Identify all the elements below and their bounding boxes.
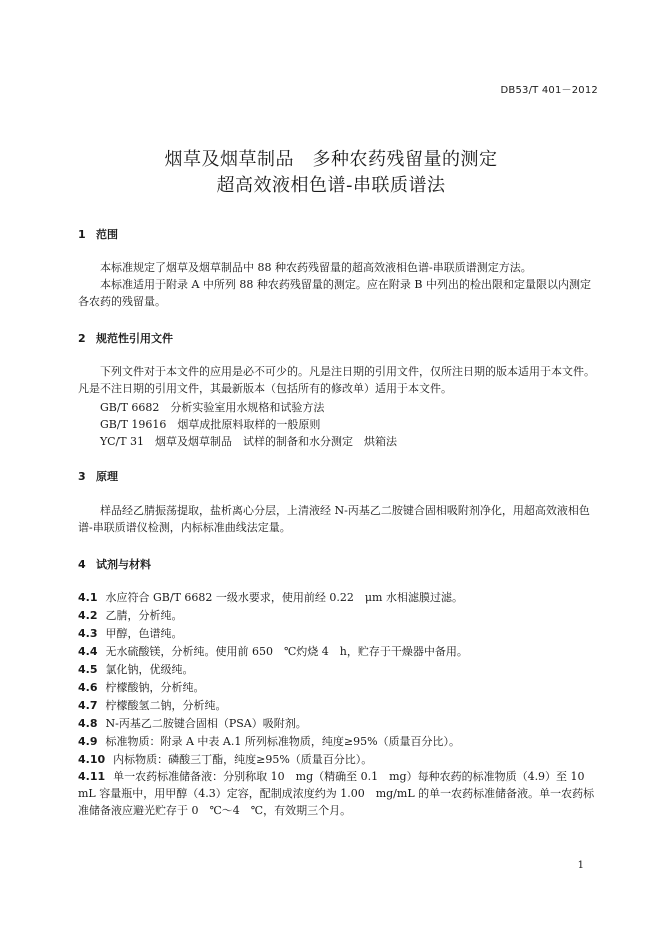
section-1-para-1: 本标准规定了烟草及烟草制品中 88 种农药残留量的超高效液相色谱-串联质谱测定方法。 xyxy=(100,261,532,274)
section-1-heading xyxy=(78,226,118,242)
item-number: 4.4 xyxy=(78,645,98,658)
item-number: 4.10 xyxy=(78,753,106,766)
list-item xyxy=(78,768,598,819)
item-number: 4.3 xyxy=(78,627,98,640)
section-number: 3 xyxy=(78,470,86,483)
section-title: 试剂与材料 xyxy=(96,558,151,571)
list-item xyxy=(78,643,468,659)
section-4-heading xyxy=(78,556,151,572)
item-text: N-丙基乙二胺键合固相（PSA）吸附剂。 xyxy=(105,717,307,730)
section-title: 规范性引用文件 xyxy=(96,332,173,345)
section-2-heading xyxy=(78,330,173,346)
section-number: 2 xyxy=(78,332,86,345)
list-item xyxy=(78,625,183,641)
item-number: 4.2 xyxy=(78,609,98,622)
ref-item: YC/T 31 烟草及烟草制品 试样的制备和水分测定 烘箱法 xyxy=(100,435,398,448)
section-3-para-1: 样品经乙腈振荡提取，盐析离心分层，上清液经 N-丙基乙二胺键合固相吸附剂净化，用超高效液相色谱-串联质谱仪检测，内标标准曲线法定量。 xyxy=(78,504,590,534)
item-number: 4.1 xyxy=(78,591,98,604)
list-item xyxy=(78,697,227,713)
item-number: 4.11 xyxy=(78,770,106,783)
section-1-para-2: 本标准适用于附录 A 中所列 88 种农药残留量的测定。应在附录 B 中列出的检出限和定量限以内测定各农药的残留量。 xyxy=(78,278,592,308)
list-item xyxy=(78,661,194,677)
item-number: 4.7 xyxy=(78,699,98,712)
section-2-para-1: 下列文件对于本文件的应用是必不可少的。凡是注日期的引用文件，仅所注日期的版本适用于本文件。凡是不注日期的引用文件，其最新版本（包括所有的修改单）适用于本文件。 xyxy=(78,365,595,395)
item-text: 单一农药标准储备液：分别称取 10 mg（精确至 0.1 mg）每种农药的标准物质（4.9）至 10 mL 容量瓶中，用甲醇（4.3）定容，配制成浓度约为 1.00 mg/mL 的单一农药标准储备液。单一农药标准储备液应避光贮存于 0 ℃～4 ℃，有效期三个月。 xyxy=(78,770,596,817)
list-item xyxy=(78,715,307,731)
item-text: 乙腈，分析纯。 xyxy=(105,609,183,622)
list-item xyxy=(78,733,460,749)
ref-item: GB/T 6682 分析实验室用水规格和试验方法 xyxy=(100,401,325,414)
section-number: 1 xyxy=(78,228,86,241)
title-line-2: 超高效液相色谱-串联质谱法 xyxy=(216,175,446,196)
section-title: 原理 xyxy=(96,470,118,483)
ref-item: GB/T 19616 烟草成批原料取样的一般原则 xyxy=(100,418,321,431)
item-number: 4.8 xyxy=(78,717,98,730)
item-text: 水应符合 GB/T 6682 一级水要求，使用前经 0.22 μm 水相滤膜过滤。 xyxy=(105,591,463,604)
section-3-heading xyxy=(78,468,118,484)
item-text: 氯化钠，优级纯。 xyxy=(105,663,194,676)
item-text: 柠檬酸氢二钠，分析纯。 xyxy=(105,699,227,712)
section-number: 4 xyxy=(78,558,86,571)
standard-code: DB53/T 401－2012 xyxy=(500,85,598,96)
page-number: 1 xyxy=(577,860,584,871)
list-item xyxy=(78,751,372,767)
title-line-1: 烟草及烟草制品 多种农药残留量的测定 xyxy=(164,149,498,170)
list-item xyxy=(78,589,463,605)
item-number: 4.5 xyxy=(78,663,98,676)
item-number: 4.9 xyxy=(78,735,98,748)
item-text: 柠檬酸钠，分析纯。 xyxy=(105,681,205,694)
section-title: 范围 xyxy=(96,228,118,241)
item-text: 无水硫酸镁，分析纯。使用前 650 ℃灼烧 4 h，贮存于干燥器中备用。 xyxy=(105,645,468,658)
list-item xyxy=(78,607,183,623)
list-item xyxy=(78,679,205,695)
item-text: 内标物质：磷酸三丁酯，纯度≥95%（质量百分比）。 xyxy=(113,753,373,766)
item-text: 甲醇，色谱纯。 xyxy=(105,627,183,640)
item-number: 4.6 xyxy=(78,681,98,694)
item-text: 标准物质：附录 A 中表 A.1 所列标准物质，纯度≥95%（质量百分比）。 xyxy=(105,735,461,748)
